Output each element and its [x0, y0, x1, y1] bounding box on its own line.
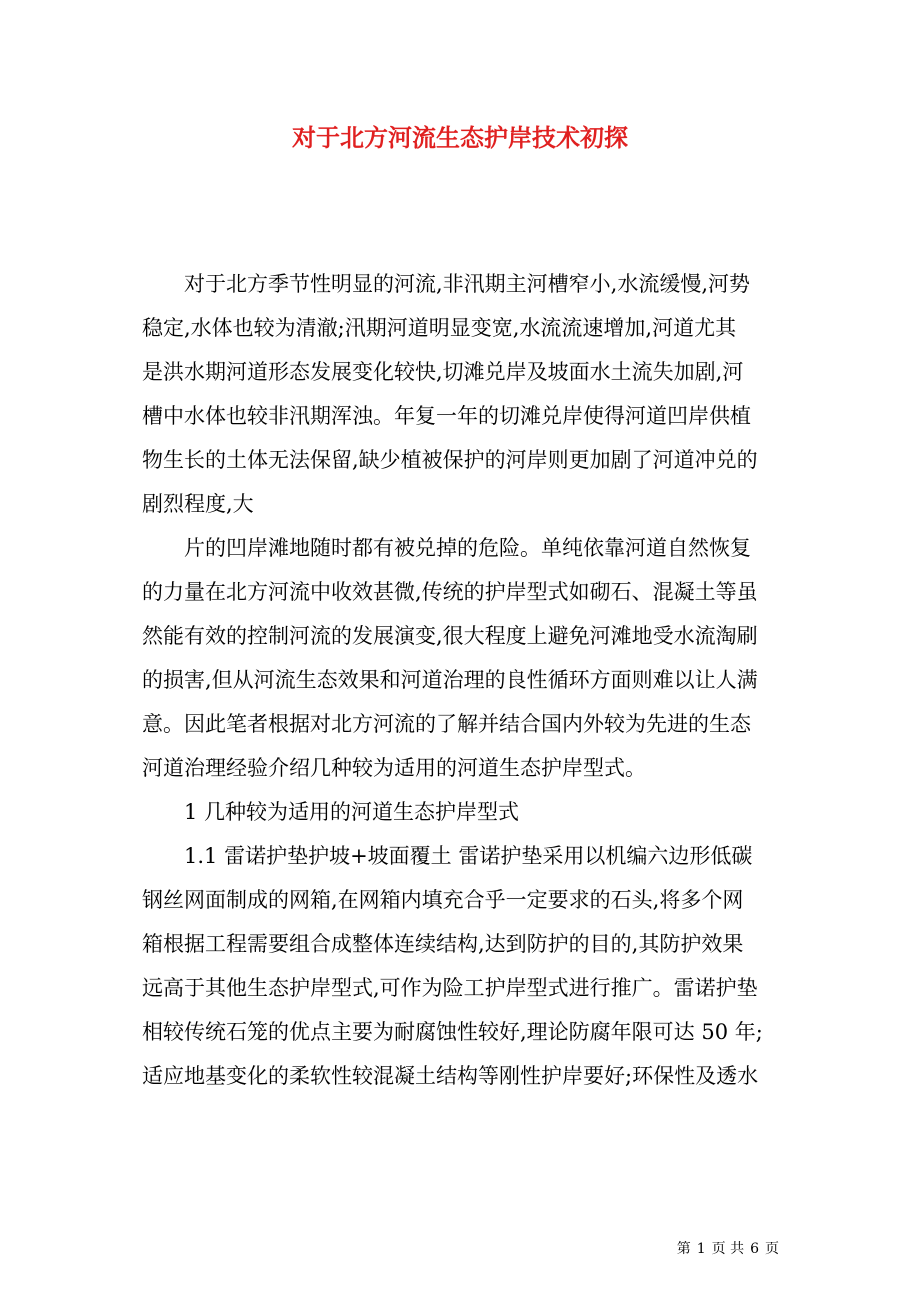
- footer-suffix: 页: [765, 1241, 779, 1257]
- document-body: [142, 262, 782, 1098]
- footer-prefix: 第: [676, 1241, 691, 1257]
- paragraph-line: 然能有效的控制河流的发展演变,很大程度上避免河滩地受水流淘刷: [142, 624, 758, 648]
- paragraph-line: 对于北方季节性明显的河流,非汛期主河槽窄小,水流缓慢,河势: [184, 272, 751, 296]
- paragraph-line: 稳定,水体也较为清澈;汛期河道明显变宽,水流流速增加,河道尤其: [142, 316, 737, 340]
- paragraph-line: 箱根据工程需要组合成整体连续结构,达到防护的目的,其防护效果: [142, 932, 744, 956]
- footer-total-pages: 6: [750, 1241, 759, 1257]
- paragraph-line: 意。因此笔者根据对北方河流的了解并结合国内外较为先进的生态: [142, 712, 751, 736]
- footer-page-number: 1: [696, 1241, 706, 1257]
- paragraph-line: 的损害,但从河流生态效果和河道治理的良性循环方面则难以让人满: [142, 668, 758, 692]
- page-footer: [674, 1238, 782, 1258]
- subsection-line: 1.1 雷诺护垫护坡+坡面覆土 雷诺护垫采用以机编六边形低碳: [184, 844, 753, 868]
- paragraph-line: 片的凹岸滩地随时都有被兑掉的危险。单纯依靠河道自然恢复: [184, 536, 751, 560]
- paragraph-line: 适应地基变化的柔软性较混凝土结构等刚性护岸要好;环保性及透水: [142, 1064, 759, 1088]
- paragraph-line: 是洪水期河道形态发展变化较快,切滩兑岸及坡面水土流失加剧,河: [142, 360, 744, 384]
- paragraph-line: 物生长的土体无法保留,缺少植被保护的河岸则更加剧了河道冲兑的: [142, 448, 758, 472]
- section-heading: 1 几种较为适用的河道生态护岸型式: [184, 800, 520, 824]
- footer-middle: 页 共: [711, 1241, 745, 1257]
- paragraph-line: 河道治理经验介绍几种较为适用的河道生态护岸型式。: [142, 756, 646, 780]
- paragraph-line: 远高于其他生态护岸型式,可作为险工护岸型式进行推广。雷诺护垫: [142, 976, 758, 1000]
- paragraph-line: 钢丝网面制成的网箱,在网箱内填充合乎一定要求的石头,将多个网: [142, 888, 744, 912]
- paragraph-line: 剧烈程度,大: [142, 492, 254, 516]
- paragraph-line: 的力量在北方河流中收效甚微,传统的护岸型式如砌石、混凝土等虽: [142, 580, 758, 604]
- paragraph-line: 槽中水体也较非汛期浑浊。年复一年的切滩兑岸使得河道凹岸供植: [142, 404, 751, 428]
- document-title: 对于北方河流生态护岸技术初探: [292, 123, 628, 152]
- paragraph-line: 相较传统石笼的优点主要为耐腐蚀性较好,理论防腐年限可达 50 年;: [142, 1020, 763, 1044]
